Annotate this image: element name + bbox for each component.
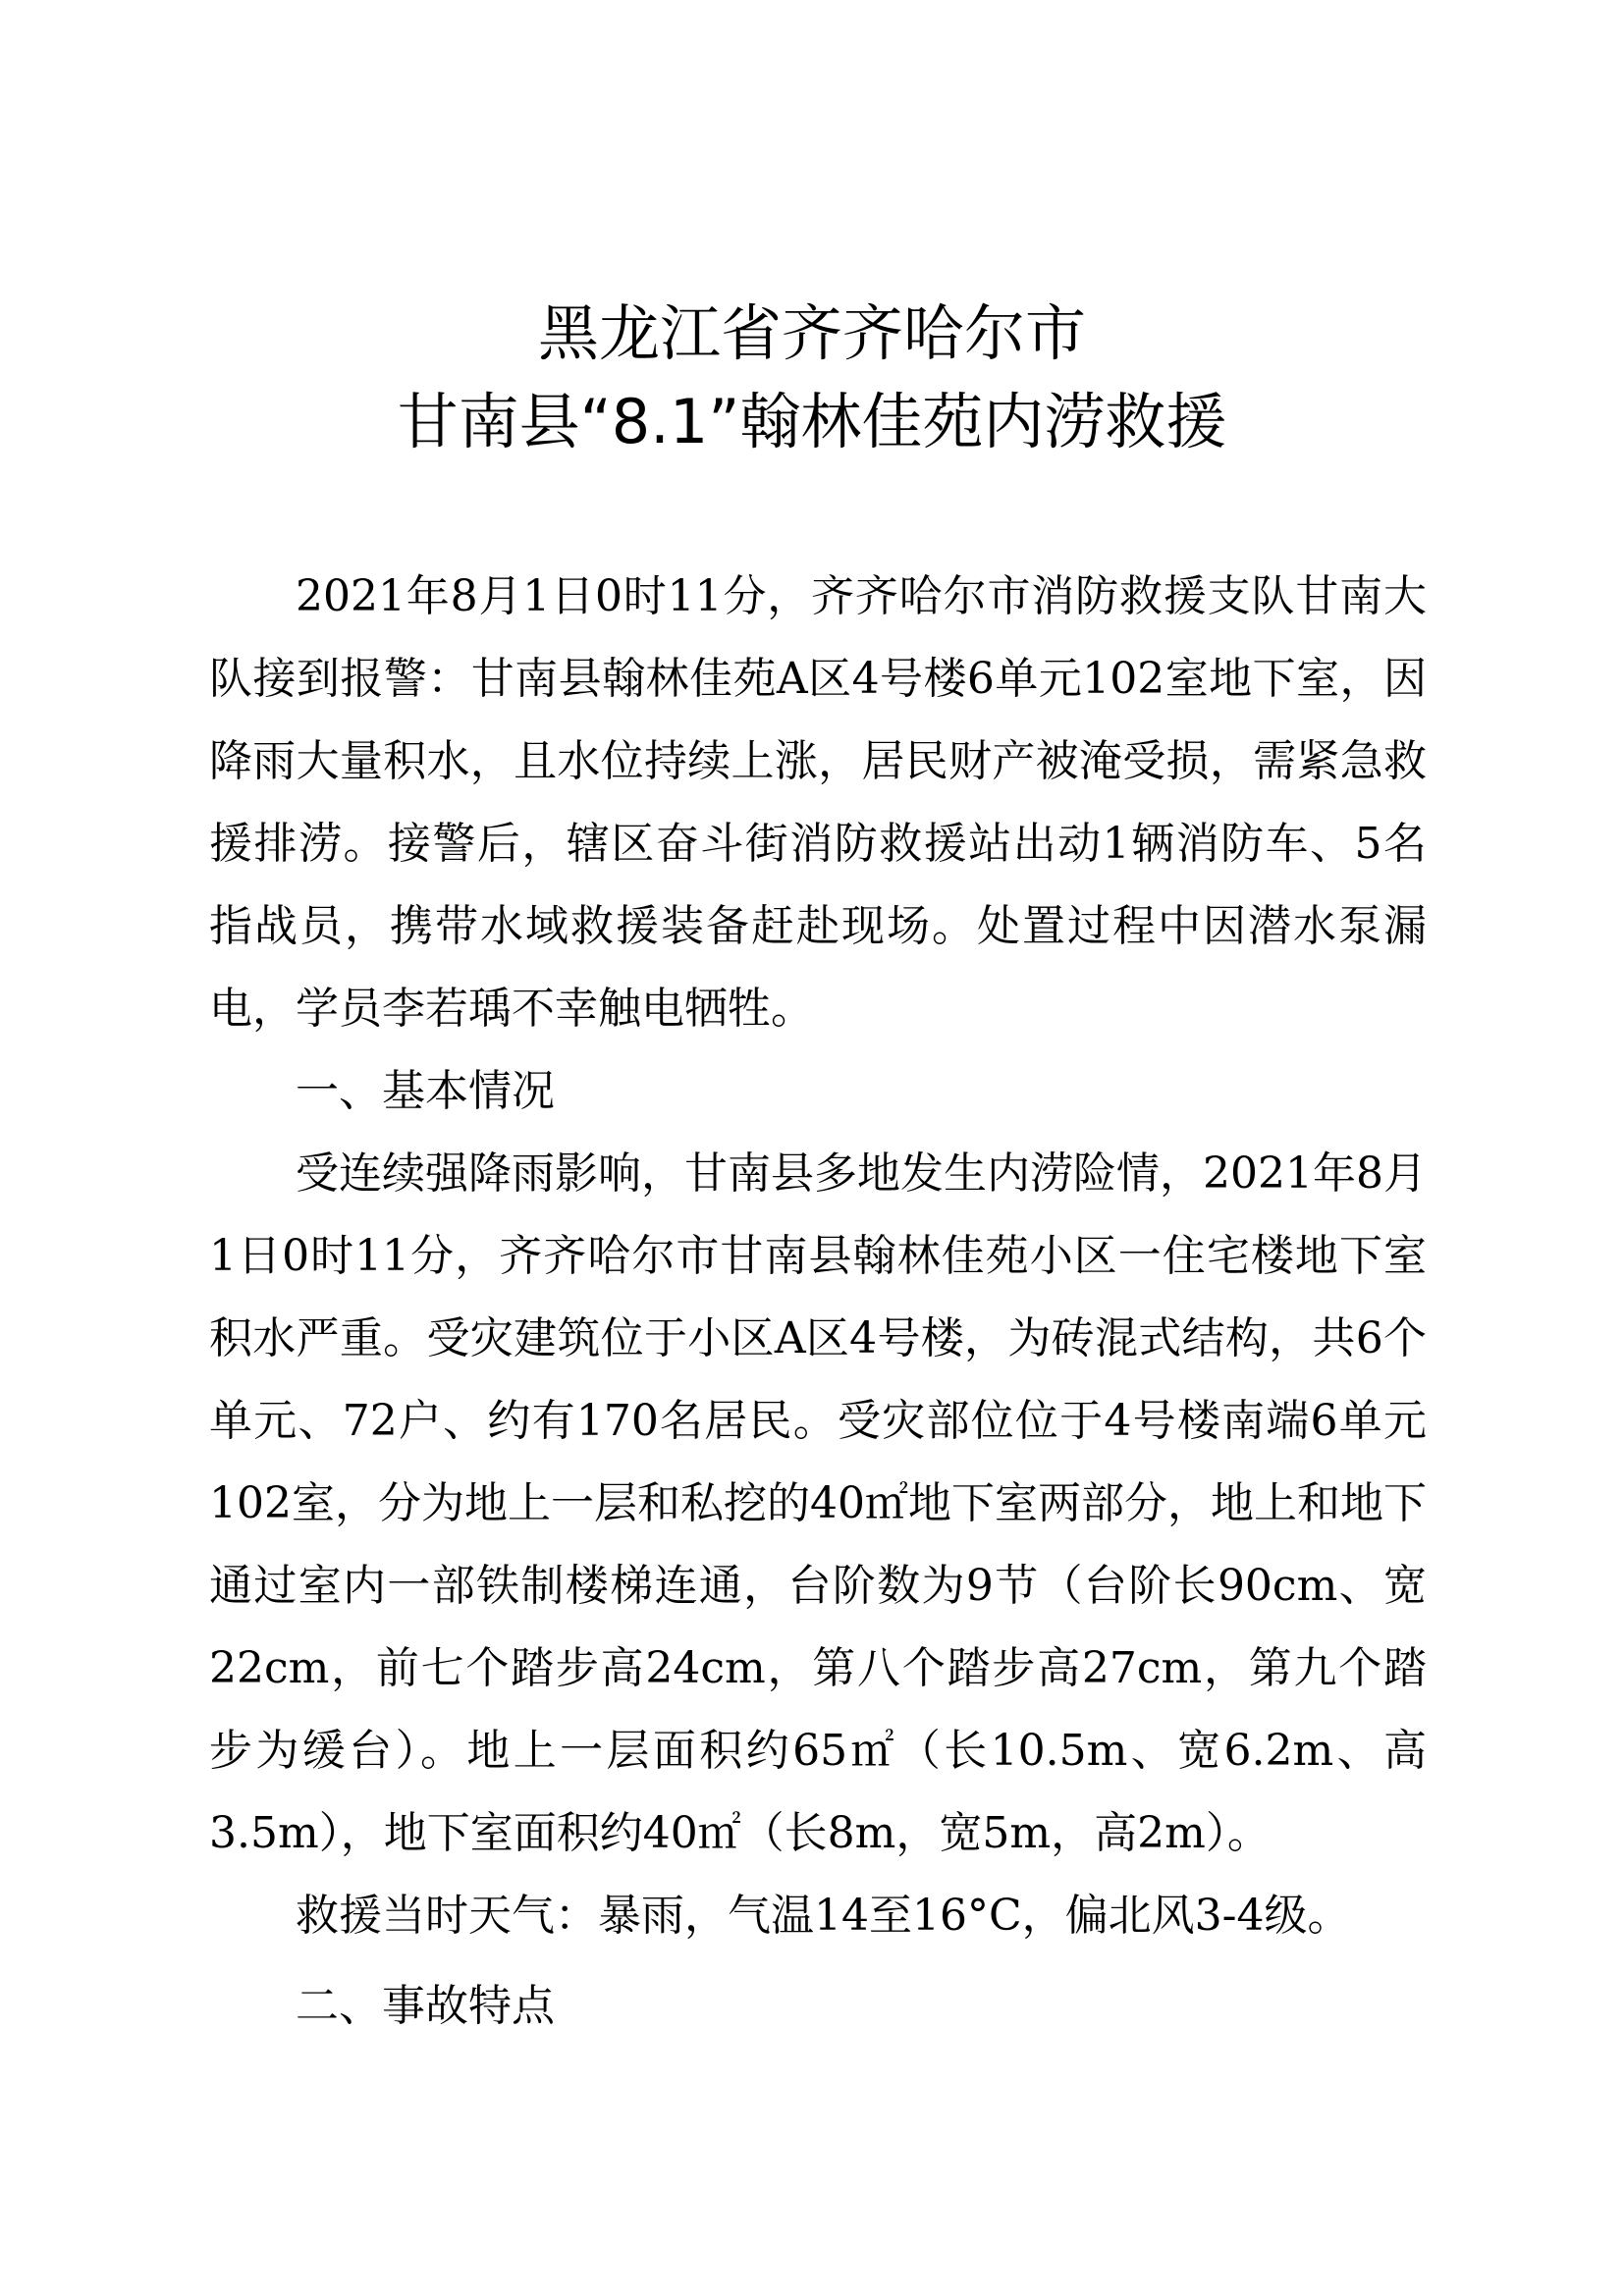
basic-situation-paragraph: 受连续强降雨影响，甘南县多地发生内涝险情，2021年8月1日0时11分，齐齐哈尔市甘南县翰林佳苑小区一住宅楼地下室积水严重。受灾建筑位于小区A区4号楼，为砖混式结构，共6个单元、72户、约有170名居民。受灾部位位于4号楼南端6单元102室，分为地上一层和私挖的40㎡地下室两部分，地上和地下通过室内一部铁制楼梯连通，台阶数为9节（台阶长90cm、宽22cm，前七个踏步高24cm，第八个踏步高27cm，第九个踏步为缓台）。地上一层面积约65㎡（长10.5m、宽6.2m、高3.5m），地下室面积约40㎡（长8m，宽5m，高2m）。 xyxy=(209,1148,1428,1858)
section-heading-basic-situation: 一、基本情况 xyxy=(296,1066,555,1116)
document-title-line-1: 黑龙江省齐齐哈尔市 xyxy=(537,297,1086,369)
intro-paragraph: 2021年8月1日0时11分，齐齐哈尔市消防救援支队甘南大队接到报警：甘南县翰林佳苑A区4号楼6单元102室地下室，因降雨大量积水，且水位持续上涨，居民财产被淹受损，需紧急救援排涝。接警后，辖区奋斗街消防救援站出动1辆消防车、5名指战员，携带水域救援装备赶赴现场。处置过程中因潜水泵漏电，学员李若瑀不幸触电牺牲。 xyxy=(209,571,1427,1034)
section-heading-accident-features: 二、事故特点 xyxy=(296,1981,555,2031)
weather-paragraph: 救援当时天气：暴雨，气温14至16°C，偏北风3-4级。 xyxy=(296,1891,1351,1941)
document-title-line-2: 甘南县“8.1”翰林佳苑内涝救援 xyxy=(397,386,1227,457)
document-body xyxy=(209,556,1427,2048)
